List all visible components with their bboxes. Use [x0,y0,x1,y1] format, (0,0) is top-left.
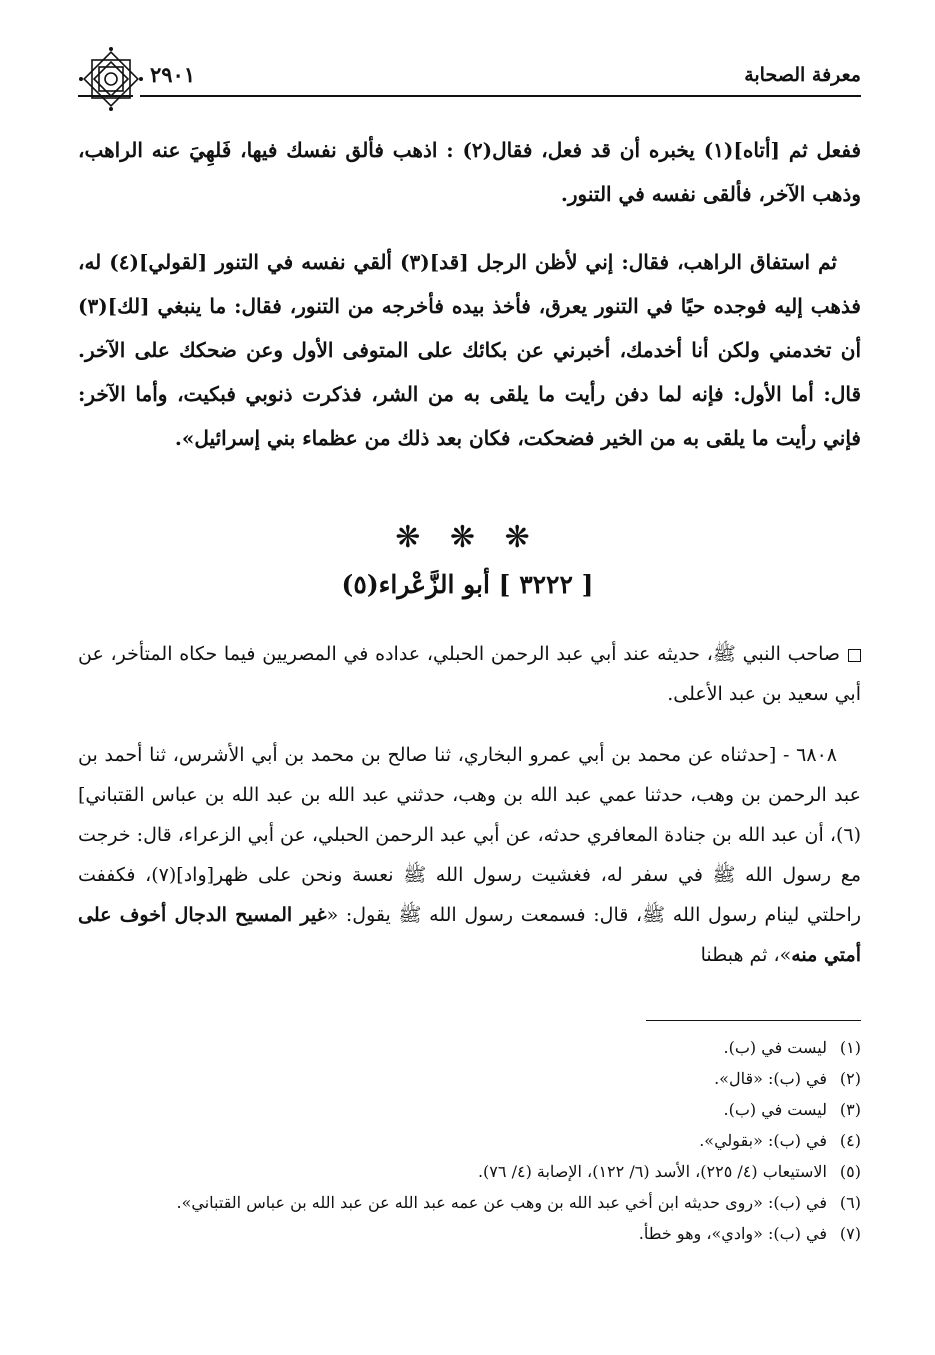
footnote-text: الاستيعاب (٤/ ٢٢٥)، الأسد (٦/ ١٢٢)، الإصابة (٤/ ٧٦). [477,1162,827,1181]
footnote-number: (٦) [839,1193,861,1212]
footnote-text: ليست في (ب). [723,1100,827,1119]
footnote-number: (٥) [839,1162,861,1181]
paragraph-2 [78,240,861,460]
footnote-number: (٤) [839,1131,861,1150]
hadith-paragraph [78,735,861,975]
footnote [78,1032,861,1063]
square-bullet-icon [848,649,861,662]
footnote [78,1125,861,1156]
paragraph-2-text: ثم استفاق الراهب، فقال: إني لأظن الرجل [قد](٣) ألقي نفسه في التنور [لقولي](٤) له، فذهب إليه فوجده حيًا في التنور يعرق، فأخذ بيده فأخرجه من التنور، فقال: ما ينبغي [لك](٣) أن تخدمني ولكن أنا أخدمك، أخبرني عن بكائك على المتوفى الأول وعن ضحكك على الآخر. قال: أما الأول: فإنه لما دفن رأيت ما يلقى به من الشر، فذكرت ذنوبي فبكيت، وأما الآخر: فإني رأيت ما يلقى به من الخير فضحكت، فكان بعد ذلك من عظماء بني إسرائيل». [78,250,861,450]
footnote-text: ليست في (ب). [723,1038,827,1057]
footnote-rule [646,1020,861,1021]
entry-intro [78,634,861,714]
footnote [78,1156,861,1187]
footnote-text: في (ب): «وادي»، وهو خطأ. [638,1224,827,1243]
footnote [78,1187,861,1218]
header-rule-left [78,95,133,97]
footnotes [78,1032,861,1249]
section-separator: ❋ ❋ ❋ [395,520,540,555]
octagram-ornament-icon [78,46,144,112]
page-number: ٢٩٠١ [150,62,196,87]
footnote [78,1063,861,1094]
entry-intro-text: صاحب النبي ﷺ، حديثه عند أبي عبد الرحمن الحبلي، عداده في المصريين فيما حكاه المتأخر، عن أبي سعيد بن عبد الأعلى. [78,643,861,705]
footnote-number: (٣) [839,1100,861,1119]
footnote-text: في (ب): «قال». [714,1069,827,1088]
hadith-text-before: ٦٨٠٨ - [حدثناه عن محمد بن أبي عمرو البخاري، ثنا صالح بن محمد بن أبي الأشرس، ثنا أحمد بن عبد الرحمن بن وهب، حدثنا عمي عبد الله بن وهب، حدثني عبد الله بن عبد الله بن عباس القتباني](٦)، أن عبد الله بن جنادة المعافري حدثه، عن أبي عبد الرحمن الحبلي، عن أبي الزعراء، قال: خرجت مع رسول الله ﷺ في سفر له، فغشيت رسول الله ﷺ نعسة ونحن على ظهر[واد](٧)، فكففت راحلتي لينام رسول الله ﷺ، قال: فسمعت رسول الله ﷺ يقول: « [78,744,861,926]
hadith-text-after: »، ثم هبطنا [700,944,792,966]
header-rule [140,95,861,97]
page-header [78,54,861,94]
entry-title: [ ٣٢٢٢ ] أبو الزَّعْراء(٥) [341,570,594,599]
footnote [78,1218,861,1249]
footnote-number: (٧) [839,1224,861,1243]
footnote-number: (٢) [839,1069,861,1088]
footnote-text: في (ب): «بقولي». [699,1131,827,1150]
hadith-quote: غير المسيح الدجال أخوف على أمتي منه [78,904,861,966]
paragraph-1: ففعل ثم [أتاه](١) يخبره أن قد فعل، فقال(٢) : اذهب فألق نفسك فيها، فَلهِيَ عنه الراهب، وذهب الآخر، فألقى نفسه في التنور. [78,138,862,206]
footnote-text: في (ب): «روى حديثه ابن أخي عبد الله بن وهب عن عمه عبد الله عن عبد الله بن عباس القتباني». [176,1193,827,1212]
running-title: معرفة الصحابة [744,64,861,86]
footnote [78,1094,861,1125]
footnote-number: (١) [839,1038,861,1057]
